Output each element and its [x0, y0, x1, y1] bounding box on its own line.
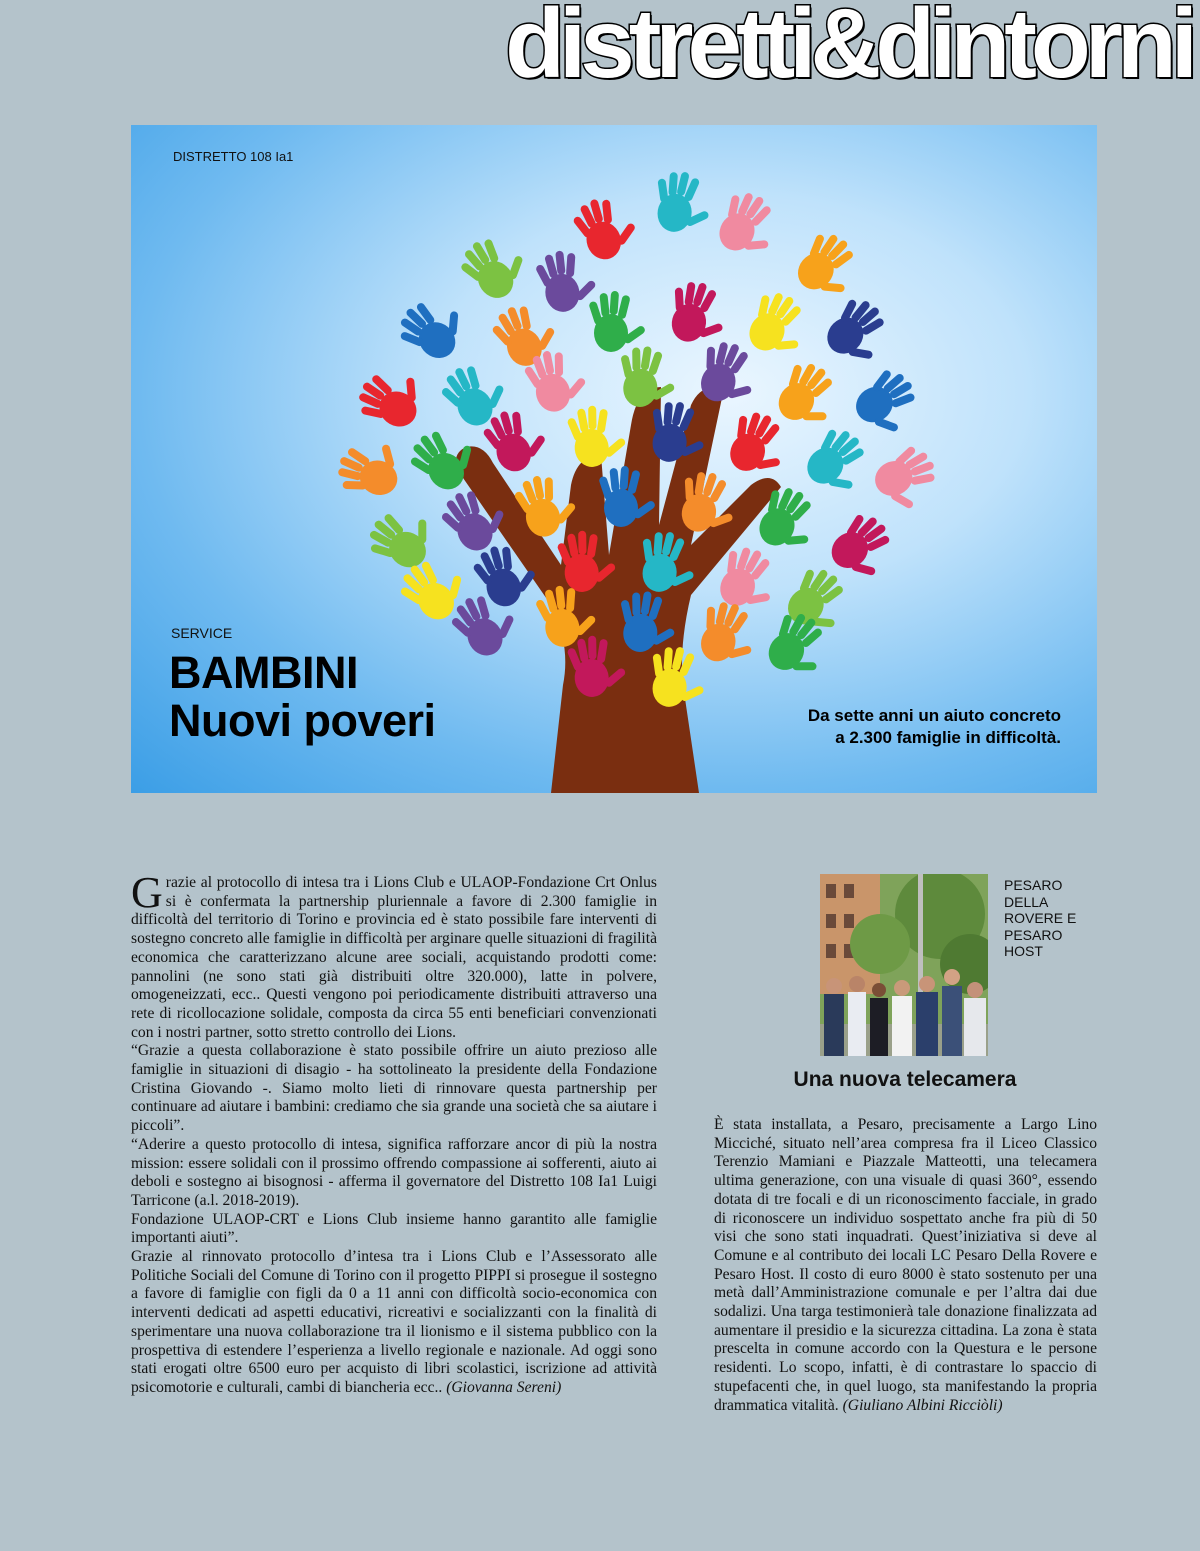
hand-leaf: [453, 225, 536, 309]
hand-leaf: [767, 354, 850, 438]
left-article: [131, 868, 657, 1398]
hand-leaf: [738, 284, 819, 366]
group-photo: [820, 874, 988, 1056]
hand-leaf: [565, 403, 628, 469]
district-label: DISTRETTO 108 Ia1: [173, 149, 294, 164]
article-paragraph: [714, 1116, 1097, 1415]
photo-caption: PESARO DELLA ROVERE E PESARO HOST: [1004, 877, 1077, 959]
hand-leaf: [708, 184, 789, 266]
paragraph-text: È stata installata, a Pesaro, precisamente a Largo Lino Micciché, situato nell’area compresa fra il Liceo Classico Terenzio Mamiani e Piazzale Matteotti, una telecamera ultima generazione, con una visuale di quasi 360°, essendo dotata di tre focali e di un riconoscimento facciale, in grado di riconoscere un individuo sospettato anche fra più di 50 visi che sono stati inquadrati. Quest’iniziativa si deve al Comune e al contributo dei locali LC Pesaro Della Rovere e Pesaro Host. Il costo di euro 8000 è stato sostenuto per una metà dall’Amministrazione comunale e per l’altra dai due sodalizi. Una targa testimonierà tale donazione finalizzata ad aumentare il presidio e la sicurezza cittadina. La zona è stata prescelta in comune accordo con la Questura e le persone residenti. Lo scopo, infatti, è di contrastare lo spaccio di stupefacenti che, in quel luogo, sta manifestando la propria drammatica vitalità.: [714, 1116, 1097, 1414]
article-paragraph: [131, 1248, 657, 1398]
subhead-line2: a 2.300 famiglie in difficoltà.: [835, 728, 1061, 747]
hand-leaf: [360, 496, 444, 579]
hand-leaf: [867, 440, 947, 519]
hand-leaf: [350, 357, 432, 438]
hand-leaf: [390, 286, 474, 370]
hand-leaf: [568, 189, 644, 266]
paragraph-text: razie al protocollo di intesa tra i Lions Club e ULAOP-Fondazione Crt Onlus si è confermata la partnership pluriennale a favore di 2.300 famiglie in difficoltà del territorio di Torino e provincia ed è stato possibile fare interventi di sostegno concreto alle famiglie in difficoltà per arginare quelle situazioni di fragilità economica che caratterizzano alcune aree sociali, acquistando prodotti come: pannolini (ne sono stati già distribuiti oltre 320.000), latte in polvere, omogeneizzati, ecc.. Questi vengono poi periodicamente distribuiti attraverso una rete di ricollocazione solidale, composta da circa 55 enti beneficiari convenzionati con i nostri partner, sotto stretto controllo dei Lions.: [131, 874, 657, 1041]
subheadline: [808, 705, 1061, 749]
hand-leaf: [796, 420, 880, 504]
section-label: SERVICE: [171, 625, 233, 641]
author-credit: (Giuliano Albini Ricciòli): [842, 1396, 1003, 1414]
hand-leaf: [331, 430, 408, 506]
hand-leaf: [616, 344, 679, 410]
article-paragraph: Fondazione ULAOP-CRT e Lions Club insieme hanno garantito alle famiglie importanti aiuti”.: [131, 1210, 657, 1247]
author-credit: (Giovanna Sereni): [446, 1378, 562, 1396]
hero-illustration: [131, 125, 1097, 793]
article-paragraph: “Aderire a questo protocollo di intesa, significa rafforzare ancor di più la nostra mission: essere solidali con il prossimo offrendo compassione ai sofferenti, aiuto ai deboli e sostegno ai bisognosi - afferma il governatore del Distretto 108 Ia1 Luigi Tarricone (a.l. 2018-2019).: [131, 1135, 657, 1209]
subhead-line1: Da sette anni un aiuto concreto: [807, 706, 1061, 725]
paragraph-text: Grazie al rinnovato protocollo d’intesa tra i Lions Club e l’Assessorato alle Politiche Sociali del Comune di Torino con il progetto PIPPI si prosegue il sostegno a favore di famiglie con figli da 0 a 11 anni con difficoltà socio-economica con interventi dedicati ad aspetti educativi, ricreativi e socializzanti con la finalità di sperimentare una nuova collaborazione tra il lionismo e il sistema pubblico con la prospettiva di estendere l’esperienza a livello regionale e nazionale. Ad oggi sono stati erogati oltre 6500 euro per acquisto di libri scolastici, iscrizione ad attività psicomotorie e culturali, cambi di biancheria ecc..: [131, 1248, 657, 1396]
hand-leaf: [588, 291, 646, 352]
hand-leaf: [690, 595, 766, 672]
hand-leaf: [649, 167, 717, 237]
article-paragraph: [131, 868, 657, 1042]
hand-leaf: [662, 276, 734, 350]
hand-leaf: [786, 224, 870, 308]
hand-leaf: [816, 290, 900, 374]
article-paragraph: “Grazie a questa collaborazione è stato possibile offrire un aiuto prezioso alle famiglie in situazioni di disagio - ha sottolineato la presidente della Fondazione Cristina Giovando -. Siamo molto lieti di rinnovare questa partnership per continuare ad aiutare i bambini: crediamo che sia grande una società che sa aiutare i piccoli”.: [131, 1042, 657, 1135]
drop-cap: G: [131, 868, 163, 917]
headline-line1: BAMBINI: [169, 647, 358, 698]
headline: [169, 649, 436, 745]
hand-leaf: [846, 362, 930, 445]
right-article: [714, 1116, 1097, 1415]
hand-leaf: [757, 604, 840, 688]
right-article-title: Una nuova telecamera: [793, 1068, 1017, 1091]
group-photo-image: [820, 874, 988, 1056]
headline-line2: Nuovi poveri: [169, 695, 436, 746]
masthead-title: distretti&dintorni: [505, 0, 1192, 98]
